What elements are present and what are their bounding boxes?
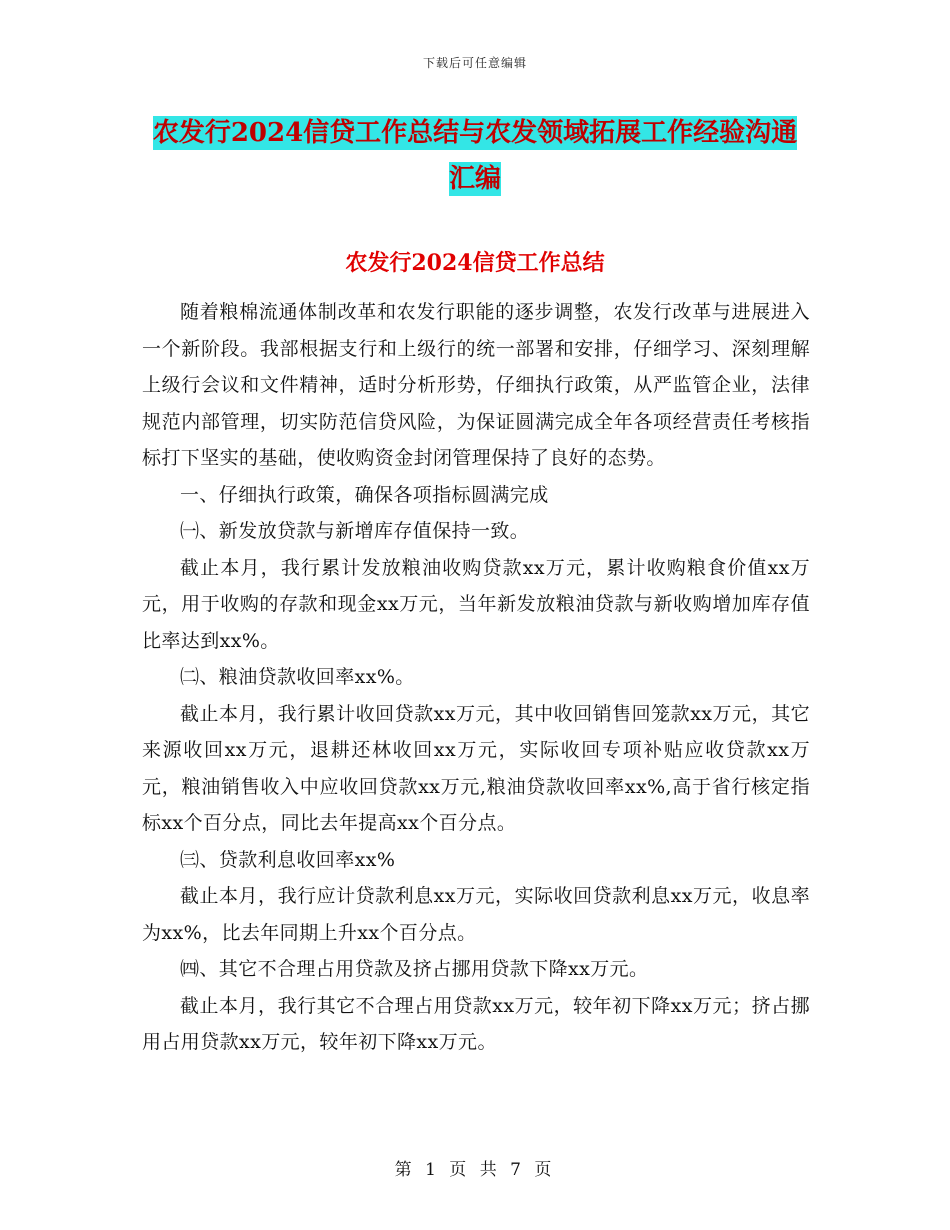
section-title: 农发行2024信贷工作总结 — [345, 250, 605, 276]
document-title-text: 农发行2024信贷工作总结与农发领域拓展工作经验沟通汇编 — [152, 118, 798, 194]
paragraph: ㈡、粮油贷款收回率xx%。 — [180, 666, 415, 688]
paragraph: 一、仔细执行政策，确保各项指标圆满完成 — [180, 483, 549, 506]
paragraph: 截止本月，我行累计收回贷款xx万元，其中收回销售回笼款xx万元，其它来源收回xx万元，退耕还林收回xx万元，实际收回专项补贴应收贷款xx万元，粮油销售收入中应收回贷款xx万元,粮油贷款收回率xx%,高于省行核定指标xx个百分点，同比去年提高xx个百分点。 — [142, 702, 810, 834]
header-note: 下载后可任意编辑 — [422, 56, 527, 70]
paragraph: ㈠、新发放贷款与新增库存值保持一致。 — [180, 520, 530, 542]
paragraph: 截止本月，我行累计发放粮油收购贷款xx万元，累计收购粮食价值xx万元，用于收购的存款和现金xx万元，当年新发放粮油贷款与新收购增加库存值比率达到xx%。 — [142, 556, 810, 652]
document-title — [140, 110, 810, 202]
page-number-footer: 第 1 页 共 7 页 — [394, 1160, 556, 1180]
paragraph: ㈢、贷款利息收回率xx% — [180, 848, 396, 871]
paragraph: 截止本月，我行应计贷款利息xx万元，实际收回贷款利息xx万元，收息率为xx%，比去年同期上升xx个百分点。 — [142, 885, 810, 944]
document-body — [142, 294, 810, 1061]
paragraph: 截止本月，我行其它不合理占用贷款xx万元，较年初下降xx万元；挤占挪用占用贷款xx万元，较年初下降xx万元。 — [142, 994, 810, 1053]
paragraph: ㈣、其它不合理占用贷款及挤占挪用贷款下降xx万元。 — [180, 958, 649, 980]
paragraph: 随着粮棉流通体制改革和农发行职能的逐步调整，农发行改革与进展进入一个新阶段。我部根据支行和上级行的统一部署和安排，仔细学习、深刻理解上级行会议和文件精神，适时分析形势，仔细执行政策，从严监管企业，法律规范内部管理，切实防范信贷风险，为保证圆满完成全年各项经营责任考核指标打下坚实的基础，使收购资金封闭管理保持了良好的态势。 — [142, 301, 810, 469]
